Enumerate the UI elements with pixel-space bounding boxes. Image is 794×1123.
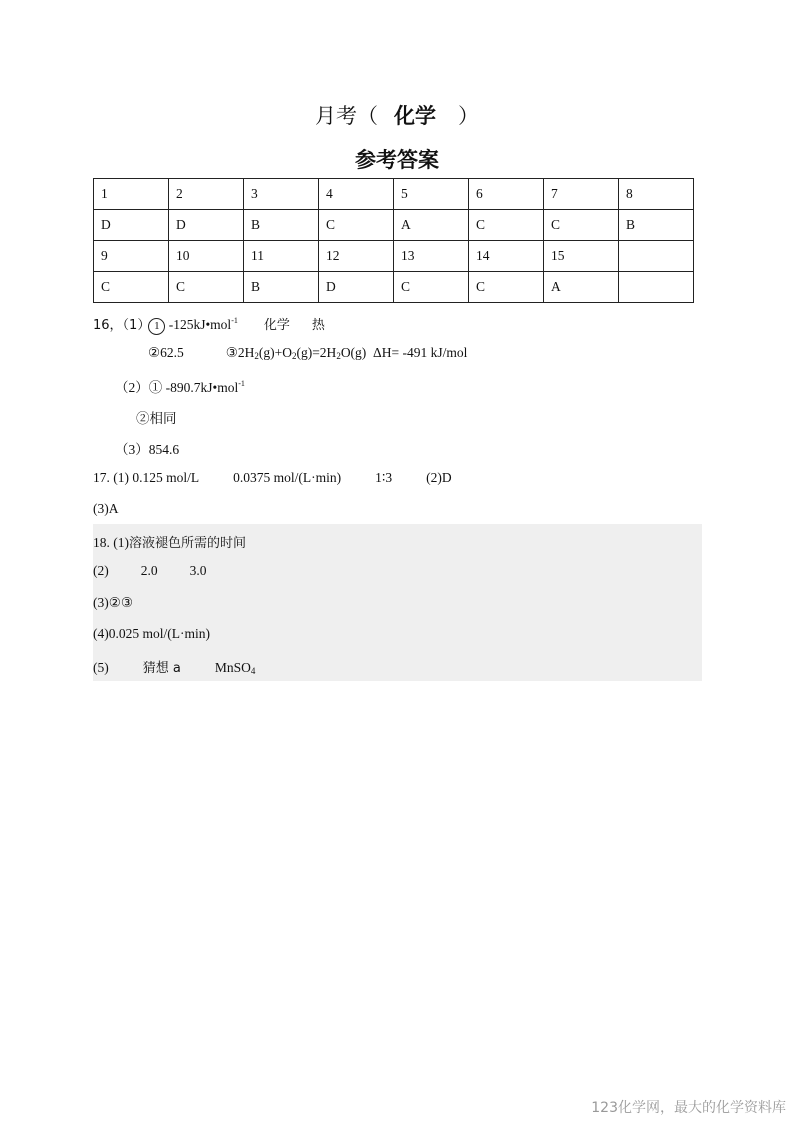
table-cell: B [619, 210, 694, 241]
table-cell: C [94, 272, 169, 303]
answer-table [93, 178, 694, 303]
table-cell [619, 272, 694, 303]
table-cell: D [318, 272, 393, 303]
table-row [94, 210, 694, 241]
table-cell: D [168, 210, 243, 241]
table-row [94, 272, 694, 303]
table-cell: D [94, 210, 169, 241]
table-cell: 2 [168, 179, 243, 210]
table-cell: C [318, 210, 393, 241]
table-cell [619, 241, 694, 272]
q16-line-5: （3）854.6 [115, 442, 180, 457]
table-row [94, 179, 694, 210]
title-prefix: 月考（ [315, 104, 378, 128]
table-cell: A [544, 272, 619, 303]
q16-line-1: 16，（1） 1 -125kJ•mol$^{-1}$ 化学 热 [93, 316, 325, 333]
table-cell: C [393, 272, 468, 303]
table-row [94, 241, 694, 272]
table-cell: 4 [318, 179, 393, 210]
table-cell: 6 [468, 179, 543, 210]
table-cell: C [468, 272, 543, 303]
table-cell: 14 [468, 241, 543, 272]
table-cell: 1 [94, 179, 169, 210]
q18-line-2: (2) 2.0 3.0 [93, 563, 207, 578]
table-cell: 5 [393, 179, 468, 210]
table-cell: C [544, 210, 619, 241]
title-subject: 化学 [394, 104, 436, 128]
table-cell: A [393, 210, 468, 241]
q18-line-1: 18. (1)溶液褪色所需的时间 [93, 535, 247, 551]
q17-line-2: (3)A [93, 501, 119, 516]
q16-line-3: （2）① -890.7kJ•mol$^{-1}$ [115, 379, 245, 395]
table-cell: B [243, 272, 318, 303]
title-suffix: ） [458, 104, 479, 128]
circled-one: 1 [148, 318, 165, 335]
footer-watermark: 123化学网，最大的化学资料库 [591, 1100, 786, 1116]
table-cell: C [468, 210, 543, 241]
table-cell: B [243, 210, 318, 241]
q17-line-1: 17. (1) 0.125 mol/L 0.0375 mol/(L·min) 1∶3 (2)D [93, 470, 452, 485]
q18-line-4: (4)0.025 mol/(L·min) [93, 626, 210, 641]
page-subtitle: 参考答案 [355, 148, 439, 172]
q16-line-4: ②相同 [136, 411, 177, 426]
table-cell: 9 [94, 241, 169, 272]
table-cell: C [168, 272, 243, 303]
table-cell: 13 [393, 241, 468, 272]
table-cell: 10 [168, 241, 243, 272]
q18-line-5: (5) 猜想 a MnSO$_4$ [93, 660, 256, 676]
table-cell: 12 [318, 241, 393, 272]
table-cell: 11 [243, 241, 318, 272]
table-cell: 3 [243, 179, 318, 210]
q16-line-2: ②62.5 $③2H_2(g)+O_2(g)=2H_2O(g)$ ΔH= -491 kJ/mol [148, 345, 468, 361]
table-cell: 15 [544, 241, 619, 272]
table-cell: 8 [619, 179, 694, 210]
q18-line-3: (3)②③ [93, 595, 133, 610]
page-title [0, 100, 794, 130]
table-cell: 7 [544, 179, 619, 210]
